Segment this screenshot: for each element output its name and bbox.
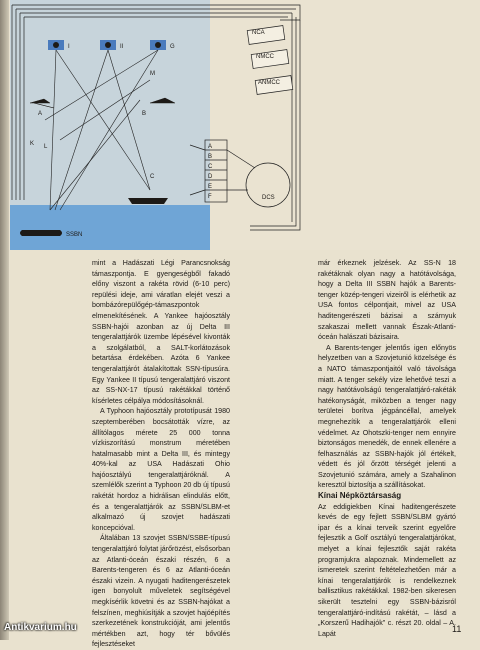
sea-area xyxy=(10,205,210,250)
label-station-a: A xyxy=(38,111,43,117)
left-paragraph-3: Általában 13 szovjet SSBN/SSBE-típusú tengeralattjáró folytat járőrözést, elsősorban az Atlanti-óceán északi részén, 6 a Barents-tengeren és 6 az Atlanti-óceán északi vizein. A nyugati haditengerészetek igen bonyolult műveletek segítségével megkísérlik követni és az SSBN-hajókat a felszínen, meghiúsítják a szovjet hajóépítés szerkezetének konstrukcióját, ami jelentős mértékben azt, hogy tér bővülés fejlesztéseket xyxy=(92,534,231,649)
right-text-column xyxy=(318,258,456,638)
label-station-k: K xyxy=(30,141,35,147)
rack-label-e: E xyxy=(208,184,213,190)
label-nca: NCA xyxy=(252,30,265,36)
watermark-logo: Antikvarium.hu xyxy=(4,622,77,633)
left-paragraph-1: mint a Hadászati Légi Parancsnokság támaszpontja. E gyengeségből fakadó előny viszont a rakéta rövid (6-10 perc) repülési ideje, ami váratlan elejét veszi a bombázórepülőgép-támaszpontok elmenekítésének. A Yankee hajóosztály SSBN-hajói azonban az új Delta III tengeralattjárók üzembe lépésével kivonták a szolgálatból, a SALT-korlátozások betartása érdekében. Azóta 6 Yankee tengeralattjárót átalakítottak SSN-típusúra. Egy Yankee II típusú tengeralattjáró viszont az SS-NX-17 típusú rakétákkal történő kísérletes célpálya módosításoknál. xyxy=(92,259,230,405)
label-nmcc: NMCC xyxy=(256,54,274,60)
rack-label-a: A xyxy=(208,144,213,150)
label-ship-lane-2: II xyxy=(120,44,124,50)
label-station-c: C xyxy=(150,174,155,180)
label-anmcc: ANMCC xyxy=(258,80,280,86)
submarine-icon xyxy=(20,230,62,236)
rack-label-f: F xyxy=(208,194,212,200)
left-paragraph-2: A Typhoon hajóosztály prototípusát 1980 szeptemberében bocsátották vízre, az állítólagos mérete 25 000 tonna vízkiszorítású monstrum méretében hatalmasabb mint a Delta III, és mintegy 40%-kal az USA Hadászati Ohio hajóosztályú tengeralattjáróknál. A szemlélők szerint a Typhoon 20 db új típusú rakétát hordoz a hidrálisan elindulás előtt, és a tengeralattjárók az SSBN/SLBM-et alkalmazó új szovjet hadászati koncepcióval. xyxy=(92,407,230,532)
label-sat-m: M xyxy=(150,71,155,77)
rack-label-d: D xyxy=(208,174,213,180)
ship-icon xyxy=(128,198,168,204)
section-heading: Kínai Népköztársaság xyxy=(318,491,402,501)
label-station-b: B xyxy=(142,111,147,117)
label-dcs: DCS xyxy=(262,195,275,201)
right-paragraph-2: A Barents-tenger jelentős igen előnyös helyzetben van a Szovjetunió közelsége és a NATO támaszpontjaitól való távolsága miatt. A tenger sekély vize lehetővé teszi a nagy hatótávolságú tengeralattjáró-rakéták hatékonyságát, miközben a tenger nagy területei borítva jégpáncéllal, amelyek megnehezítik a tengeralattjárók elleni védelmet. Az Ohotszki-tenger nem ennyire biztonságos menedék, de ennek ellenére a felhasználás az SSBN-hajók jól értékelt, védett és jól őrzött térségét jelenti a Szovjetunió számára, amely a Szahalinon keresztül biztosítja a szállításokat. xyxy=(318,343,456,490)
right-paragraph-1: már érkeznek jelzések. Az SS-N 18 rakétáknak olyan nagy a hatótávolsága, hogy a Delta III SSBN hajók a Barents-tenger közép-tengeri vizeiről is elérhetik az USA fontos célpontjait, mivel az USA haditengerészeti bázisai a szárnyuk szakaszai mellett vannak Észak-Atlanti-óceán halászati bázisaira. xyxy=(318,259,456,342)
right-paragraph-3: Az eddigiekben Kínai haditengerészete kevés de egy fejlett SSBN/SLBM gyártó ipar és a kínai terveik szerint egyelőre fejlesztik a Golf osztályú tengeralattjárókat, melyet a kínai fejlesztők saját rakéta programjukra alapoznak. Mindemellett az ismeretek szerint feltételezhetően már a kínai tengeralattjárók is rendelkeznek ballisztikus rakétákkal. 1982-ben sikeresen sikerült tesztelni egy SSBN-bázisról tengeralattjáró-indítású rakétát, – lásd a „Korszerű Hadihajók" c. részt 20. oldal – A. Lapát xyxy=(318,502,456,638)
left-text-column xyxy=(92,258,231,649)
label-ship-lane-3: G xyxy=(170,44,175,50)
label-ship-lane-1: I xyxy=(68,44,70,50)
rack-label-b: B xyxy=(208,154,213,160)
label-ssbn: SSBN xyxy=(66,232,83,238)
page-number: 11 xyxy=(452,624,462,634)
label-station-l: L xyxy=(44,144,48,150)
communications-diagram xyxy=(0,0,480,250)
rack-label-c: C xyxy=(208,164,213,170)
